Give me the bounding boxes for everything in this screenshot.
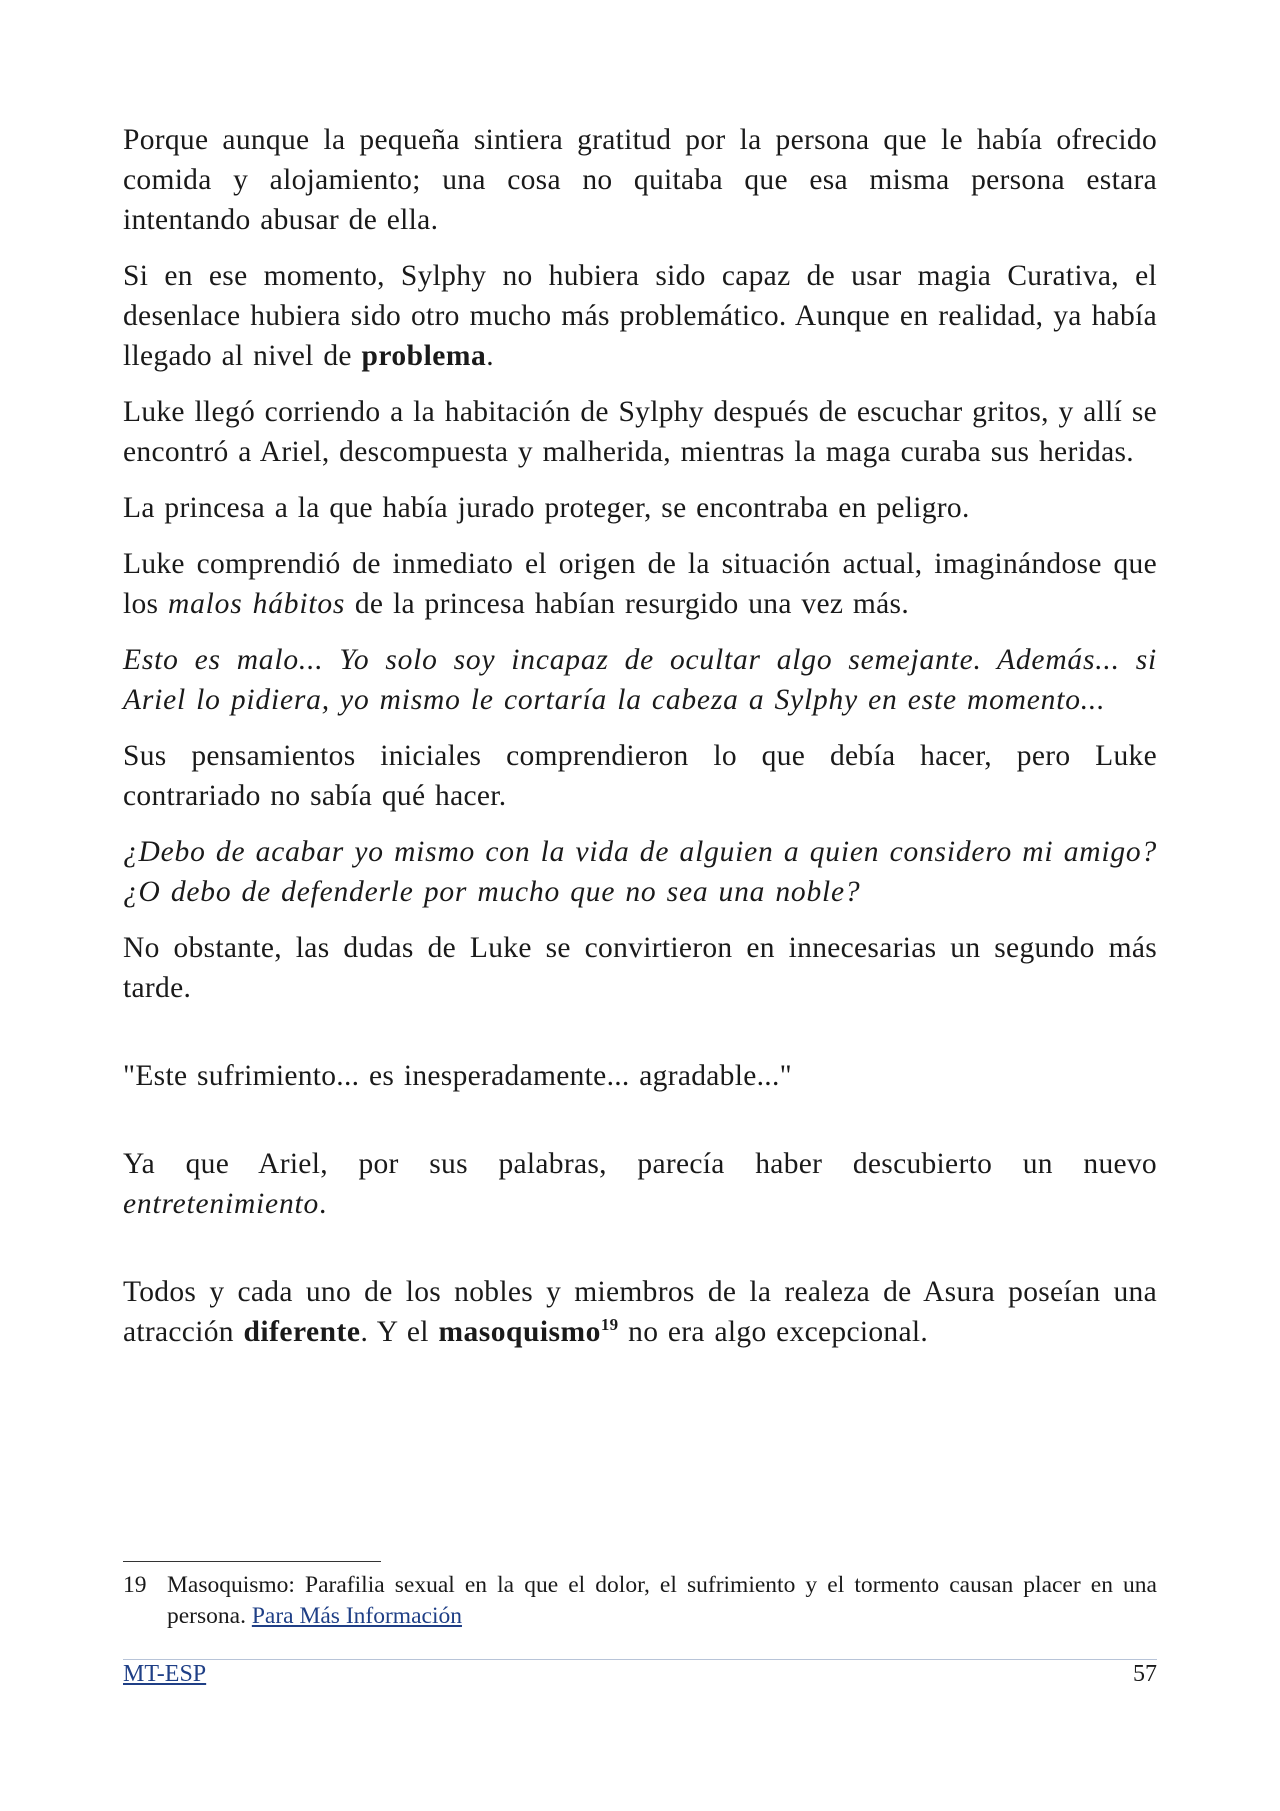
footnote-text: Masoquismo: Parafilia sexual en la que el dolor, el sufrimiento y el tormento causan placer en una persona. [167,1572,1157,1629]
text-run: Esto es malo... Yo solo soy incapaz de ocultar algo semejante. Además... si Ariel lo pidiera, yo mismo le cortaría la cabeza a Sylphy en este momento... [123,644,1157,716]
footnote-separator [123,1561,381,1562]
text-run: . [319,1188,327,1220]
text-run: Sus pensamientos iniciales comprendieron lo que debía hacer, pero Luke contrariado no sabía qué hacer. [123,740,1157,812]
text-run: No obstante, las dudas de Luke se convirtieron en innecesarias un segundo más tarde. [123,932,1157,1004]
text-run: no era algo excepcional. [618,1316,929,1348]
text-run: . Y el [360,1316,439,1348]
paragraph [123,736,1157,816]
text-run: Porque aunque la pequeña sintiera gratitud por la persona que le había ofrecido comida y alojamiento; una cosa no quitaba que esa misma persona estara intentando abusar de ella. [123,124,1157,236]
page-body [123,120,1157,1368]
text-run: La princesa a la que había jurado proteger, se encontraba en peligro. [123,492,970,524]
italic-text: malos hábitos [168,588,346,620]
text-run: . [486,340,494,372]
footnote-text-block [167,1570,1157,1632]
bold-text: diferente [243,1316,361,1348]
paragraph [123,488,1157,528]
paragraph [123,544,1157,624]
paragraph [123,256,1157,376]
footer-source-link[interactable]: MT-ESP [123,1661,207,1687]
footnote-number: 19 [123,1572,147,1598]
footer-separator [123,1659,1157,1660]
bold-text: problema [361,340,487,372]
paragraph [123,120,1157,240]
text-run: "Este sufrimiento... es inesperadamente... agradable..." [123,1060,792,1092]
text-run: Luke comprendió de inmediato el origen de la situación actual, imaginándose que los [123,548,1157,620]
text-run: Luke llegó corriendo a la habitación de Sylphy después de escuchar gritos, y allí se encontró a Ariel, descompuesta y malherida, mientras la maga curaba sus heridas. [123,396,1157,468]
italic-text: entretenimiento [123,1188,320,1220]
text-run: ¿Debo de acabar yo mismo con la vida de alguien a quien considero mi amigo? ¿O debo de defenderle por mucho que no sea una noble? [123,836,1157,908]
paragraph [123,1144,1157,1224]
footnote-ref: 19 [600,1315,619,1335]
text-run: Todos y cada uno de los nobles y miembros de la realeza de Asura poseían una atracción [123,1276,1157,1348]
text-run: de la princesa habían resurgido una vez más. [345,588,910,620]
paragraph [123,1272,1157,1352]
footnote [123,1570,1157,1632]
paragraph [123,1056,1157,1096]
page-number: 57 [1133,1661,1157,1687]
text-run: Si en ese momento, Sylphy no hubiera sido capaz de usar magia Curativa, el desenlace hubiera sido otro mucho más problemático. Aunque en realidad, ya había llegado al nivel de [123,260,1157,372]
thought-paragraph [123,640,1157,720]
footnote-more-info-link[interactable]: Para Más Información [251,1603,462,1629]
paragraph [123,392,1157,472]
bold-text: masoquismo [438,1316,601,1348]
paragraph [123,928,1157,1008]
thought-paragraph [123,832,1157,912]
text-run: Ya que Ariel, por sus palabras, parecía haber descubierto un nuevo [123,1148,1157,1180]
